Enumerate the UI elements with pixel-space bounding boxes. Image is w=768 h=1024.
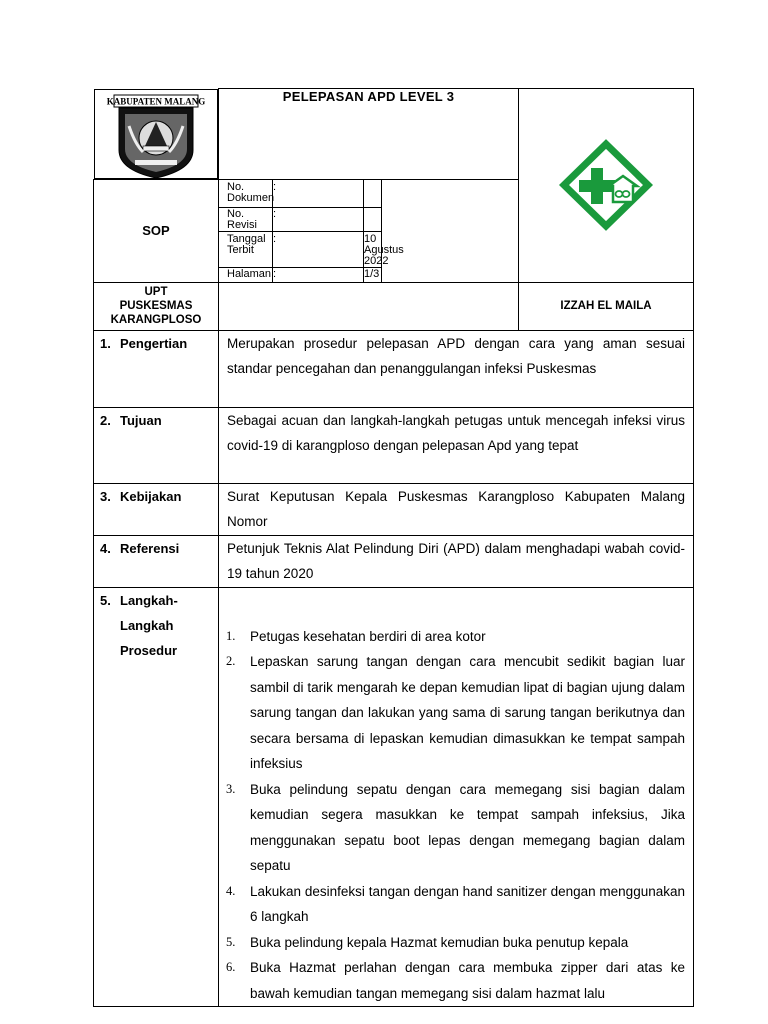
section-label-kebijakan xyxy=(94,483,219,535)
section-title: Langkah- xyxy=(120,592,178,608)
section-number: 2. xyxy=(100,412,111,428)
section-title-line-3: Prosedur xyxy=(120,642,178,658)
section-number: 3. xyxy=(100,488,111,504)
meta-value: 1/3 xyxy=(364,267,382,282)
puskesmas-logo-icon xyxy=(561,142,651,228)
signer-name: IZZAH EL MAILA xyxy=(519,282,694,330)
step-text: Lepaskan sarung tangan dengan cara mencubit sedikit bagian luar sambil di tarik mengarah ke depan kemudian lipat di bagian ujung dalam sarung tangan dan lakukan yang sama di sarung tangan berikutnya dan secara bersama di lepaskan kemudian dimasukkan ke tempat sampah infeksius xyxy=(250,654,685,771)
section-number: 1. xyxy=(100,335,111,351)
step-number: 3. xyxy=(226,781,236,796)
step-number: 1. xyxy=(226,628,236,643)
procedure-step xyxy=(227,649,685,777)
section-text: Merupakan prosedur pelepasan APD dengan cara yang aman sesuai standar pencegahan dan penanggulangan infeksi Puskesmas xyxy=(227,335,685,376)
meta-colon: : xyxy=(273,179,364,207)
section-text: Petunjuk Teknis Alat Pelindung Diri (APD) dalam menghadapi wabah covid-19 tahun 2020 xyxy=(227,540,685,581)
procedure-step xyxy=(227,624,685,650)
section-label-langkah xyxy=(94,587,219,1007)
section-body-langkah xyxy=(219,587,694,1007)
section-body-tujuan xyxy=(219,407,694,483)
meta-label: Tanggal Terbit xyxy=(219,231,273,267)
procedure-step xyxy=(227,955,685,1006)
step-text: Buka pelindung sepatu dengan cara memegang sisi bagian dalam kemudian segera masukkan ke tempat sampah infeksius, Jika menggunakan sepatu boot lepas dengan memegang bagian dalam sepatu xyxy=(250,781,685,873)
regency-logo-text: KABUPATEN MALANG xyxy=(106,96,205,106)
section-body-pengertian xyxy=(219,330,694,407)
section-text: Surat Keputusan Kepala Puskesmas Karangploso Kabupaten Malang Nomor xyxy=(227,488,685,529)
section-label-referensi xyxy=(94,535,219,587)
meta-colon: : xyxy=(273,231,364,267)
step-number: 6. xyxy=(226,960,236,974)
section-label-pengertian xyxy=(94,330,219,407)
meta-colon: : xyxy=(273,207,364,231)
procedure-step xyxy=(227,777,685,879)
sop-document-table xyxy=(93,88,694,1007)
section-number: 5. xyxy=(100,592,111,608)
section-body-kebijakan xyxy=(219,483,694,535)
procedure-steps-list xyxy=(227,624,685,1007)
meta-colon: : xyxy=(273,267,364,282)
section-title-line-2: Langkah xyxy=(120,617,174,633)
meta-value: 10 Agustus 2022 xyxy=(364,232,404,267)
section-title: Tujuan xyxy=(120,412,162,428)
section-number: 4. xyxy=(100,540,111,556)
meta-label: No. Dokumen xyxy=(219,179,273,207)
step-number: 5. xyxy=(226,934,236,949)
unit-name xyxy=(94,282,219,330)
step-number: 2. xyxy=(226,654,236,668)
section-text: Sebagai acuan dan langkah-langkah petugas untuk mencegah infeksi virus covid-19 di karangploso dengan pelepasan Apd yang tepat xyxy=(227,412,685,453)
section-body-referensi xyxy=(219,535,694,587)
step-text: Lakukan desinfeksi tangan dengan hand sanitizer dengan menggunakan 6 langkah xyxy=(250,883,685,924)
unit-blank-cell xyxy=(219,282,519,330)
step-text: Petugas kesehatan berdiri di area kotor xyxy=(250,628,486,644)
section-label-tujuan xyxy=(94,407,219,483)
meta-label: Halaman xyxy=(219,267,273,282)
puskesmas-logo-cell xyxy=(519,89,694,283)
meta-label: No. Revisi xyxy=(219,207,273,231)
document-title: PELEPASAN APD LEVEL 3 xyxy=(219,89,519,180)
regency-logo-cell xyxy=(94,89,219,179)
section-title: Pengertian xyxy=(120,335,188,351)
unit-name-text: UPT PUSKESMAS KARANGPLOSO xyxy=(110,286,202,326)
procedure-step xyxy=(227,879,685,930)
meta-value xyxy=(364,207,382,231)
meta-value xyxy=(364,179,382,207)
sop-label: SOP xyxy=(94,179,219,282)
section-title: Referensi xyxy=(120,540,180,556)
step-number: 4. xyxy=(226,883,236,898)
procedure-step xyxy=(227,930,685,956)
section-title: Kebijakan xyxy=(120,488,182,504)
kabupaten-malang-logo-icon xyxy=(106,94,205,178)
step-text: Buka pelindung kepala Hazmat kemudian buka penutup kepala xyxy=(250,934,629,950)
step-text: Buka Hazmat perlahan dengan cara membuka zipper dari atas ke bawah kemudian tangan memegang sisi dalam hazmat lalu xyxy=(250,960,685,1001)
